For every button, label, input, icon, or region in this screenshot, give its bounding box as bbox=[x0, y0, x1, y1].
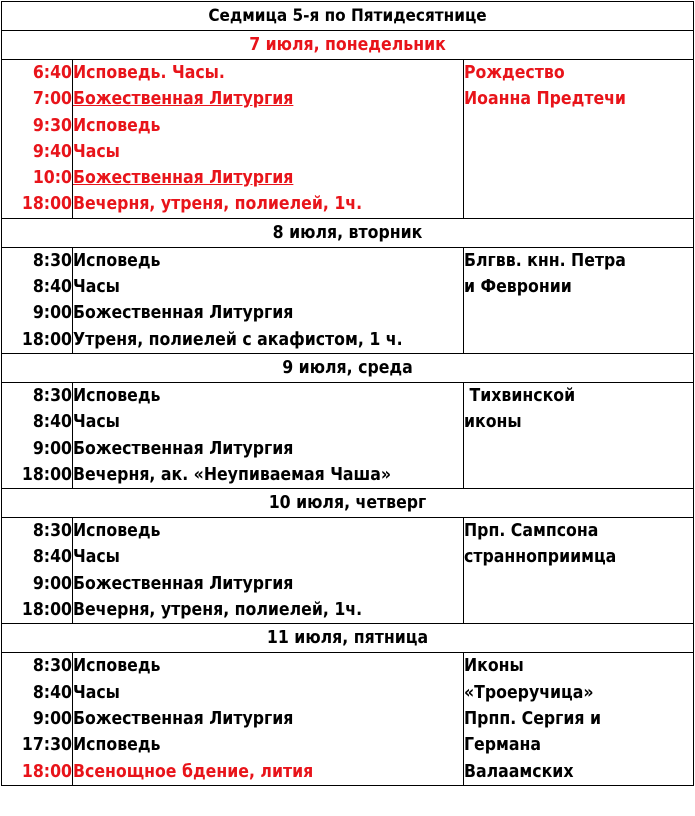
feast-line: Рождество bbox=[464, 63, 565, 83]
day-header-row bbox=[2, 218, 694, 247]
service-name: Исповедь bbox=[73, 385, 161, 406]
schedule-body bbox=[2, 2, 694, 786]
service-name: Вечерня, утреня, полиелей, 1ч. bbox=[73, 600, 363, 621]
service-name: Исповедь bbox=[73, 735, 161, 756]
service-name: Вечерня, утреня, полиелей, 1ч. bbox=[73, 194, 363, 215]
feast-line: странноприимца bbox=[464, 547, 617, 568]
service-name: Вечерня, ак. «Неупиваемая Чаша» bbox=[73, 464, 392, 485]
day-date: 11 июля, пятница bbox=[2, 624, 694, 653]
service-name: Божественная Литургия bbox=[73, 573, 294, 594]
day-services-row bbox=[2, 382, 694, 488]
service-name: Божественная Литургия bbox=[73, 168, 294, 189]
service-name: Часы bbox=[73, 277, 120, 298]
service-name: Часы bbox=[73, 682, 120, 703]
day-date: 9 июля, среда bbox=[2, 353, 694, 382]
feast-line: Валаамских bbox=[464, 761, 574, 782]
feast-line: иконы bbox=[464, 412, 522, 433]
week-title: Седмица 5-я по Пятидесятнице bbox=[2, 2, 694, 31]
service-time: 8:40 bbox=[32, 547, 72, 568]
times-cell bbox=[2, 60, 73, 219]
service-time: 9:00 bbox=[32, 438, 72, 459]
day-services-row bbox=[2, 518, 694, 624]
service-time: 9:00 bbox=[32, 708, 72, 729]
day-services-row bbox=[2, 653, 694, 785]
events-cell bbox=[73, 60, 464, 219]
times-cell bbox=[2, 653, 73, 785]
feast-line: Германа bbox=[464, 735, 541, 756]
service-time: 18:00 bbox=[21, 600, 72, 621]
service-name: Часы bbox=[73, 412, 120, 433]
feast-line: «Троеручица» bbox=[464, 682, 594, 703]
service-time: 18:00 bbox=[21, 761, 72, 782]
service-time: 8:40 bbox=[32, 277, 72, 298]
feast-cell bbox=[464, 247, 694, 353]
service-time: 9:30 bbox=[32, 115, 72, 136]
service-name: Божественная Литургия bbox=[73, 438, 294, 459]
feast-line: Прпп. Сергия и bbox=[464, 708, 602, 729]
service-name: Часы bbox=[73, 547, 120, 568]
day-services-row bbox=[2, 247, 694, 353]
service-name: Исповедь bbox=[73, 521, 161, 542]
service-time: 7:00 bbox=[32, 89, 72, 110]
feast-line: и Февронии bbox=[464, 277, 572, 298]
service-time: 8:30 bbox=[32, 385, 72, 406]
day-date: 8 июля, вторник bbox=[2, 218, 694, 247]
feast-line: Иконы bbox=[464, 656, 524, 677]
schedule-table bbox=[1, 1, 694, 786]
day-date: 10 июля, четверг bbox=[2, 489, 694, 518]
service-name: Исповедь bbox=[73, 115, 161, 136]
day-header-row bbox=[2, 353, 694, 382]
day-header-row bbox=[2, 31, 694, 60]
times-cell bbox=[2, 382, 73, 488]
service-name: Часы bbox=[73, 141, 120, 162]
service-time: 6:40 bbox=[32, 63, 72, 83]
service-name: Исповедь bbox=[73, 250, 161, 271]
day-services-row bbox=[2, 60, 694, 219]
service-time: 9:40 bbox=[32, 141, 72, 162]
feast-line: Прп. Сампсона bbox=[464, 521, 599, 542]
feast-cell bbox=[464, 653, 694, 785]
service-name: Утреня, полиелей с акафистом, 1 ч. bbox=[73, 329, 403, 350]
feast-line: Тихвинской bbox=[464, 385, 576, 406]
service-time: 18:00 bbox=[21, 194, 72, 215]
service-time: 8:30 bbox=[32, 521, 72, 542]
service-time: 10:0 bbox=[32, 168, 72, 189]
service-time: 8:30 bbox=[32, 250, 72, 271]
service-name: Божественная Литургия bbox=[73, 708, 294, 729]
service-name: Божественная Литургия bbox=[73, 89, 294, 110]
times-cell bbox=[2, 518, 73, 624]
events-cell bbox=[73, 653, 464, 785]
events-cell bbox=[73, 382, 464, 488]
events-cell bbox=[73, 518, 464, 624]
service-time: 8:40 bbox=[32, 412, 72, 433]
feast-line: Блгвв. кнн. Петра bbox=[464, 250, 626, 271]
week-header-row bbox=[2, 2, 694, 31]
feast-line: Иоанна Предтечи bbox=[464, 89, 626, 110]
events-cell bbox=[73, 247, 464, 353]
service-name: Исповедь bbox=[73, 656, 161, 677]
day-header-row bbox=[2, 489, 694, 518]
feast-cell bbox=[464, 60, 694, 219]
service-name: Всенощное бдение, лития bbox=[73, 761, 314, 782]
service-time: 8:40 bbox=[32, 682, 72, 703]
service-time: 18:00 bbox=[21, 464, 72, 485]
feast-cell bbox=[464, 518, 694, 624]
service-time: 18:00 bbox=[21, 329, 72, 350]
service-time: 9:00 bbox=[32, 303, 72, 324]
day-date: 7 июля, понедельник bbox=[2, 31, 694, 60]
day-header-row bbox=[2, 624, 694, 653]
times-cell bbox=[2, 247, 73, 353]
service-name: Божественная Литургия bbox=[73, 303, 294, 324]
service-name: Исповедь. Часы. bbox=[73, 63, 225, 83]
service-time: 9:00 bbox=[32, 573, 72, 594]
service-time: 17:30 bbox=[21, 735, 72, 756]
feast-cell bbox=[464, 382, 694, 488]
service-time: 8:30 bbox=[32, 656, 72, 677]
